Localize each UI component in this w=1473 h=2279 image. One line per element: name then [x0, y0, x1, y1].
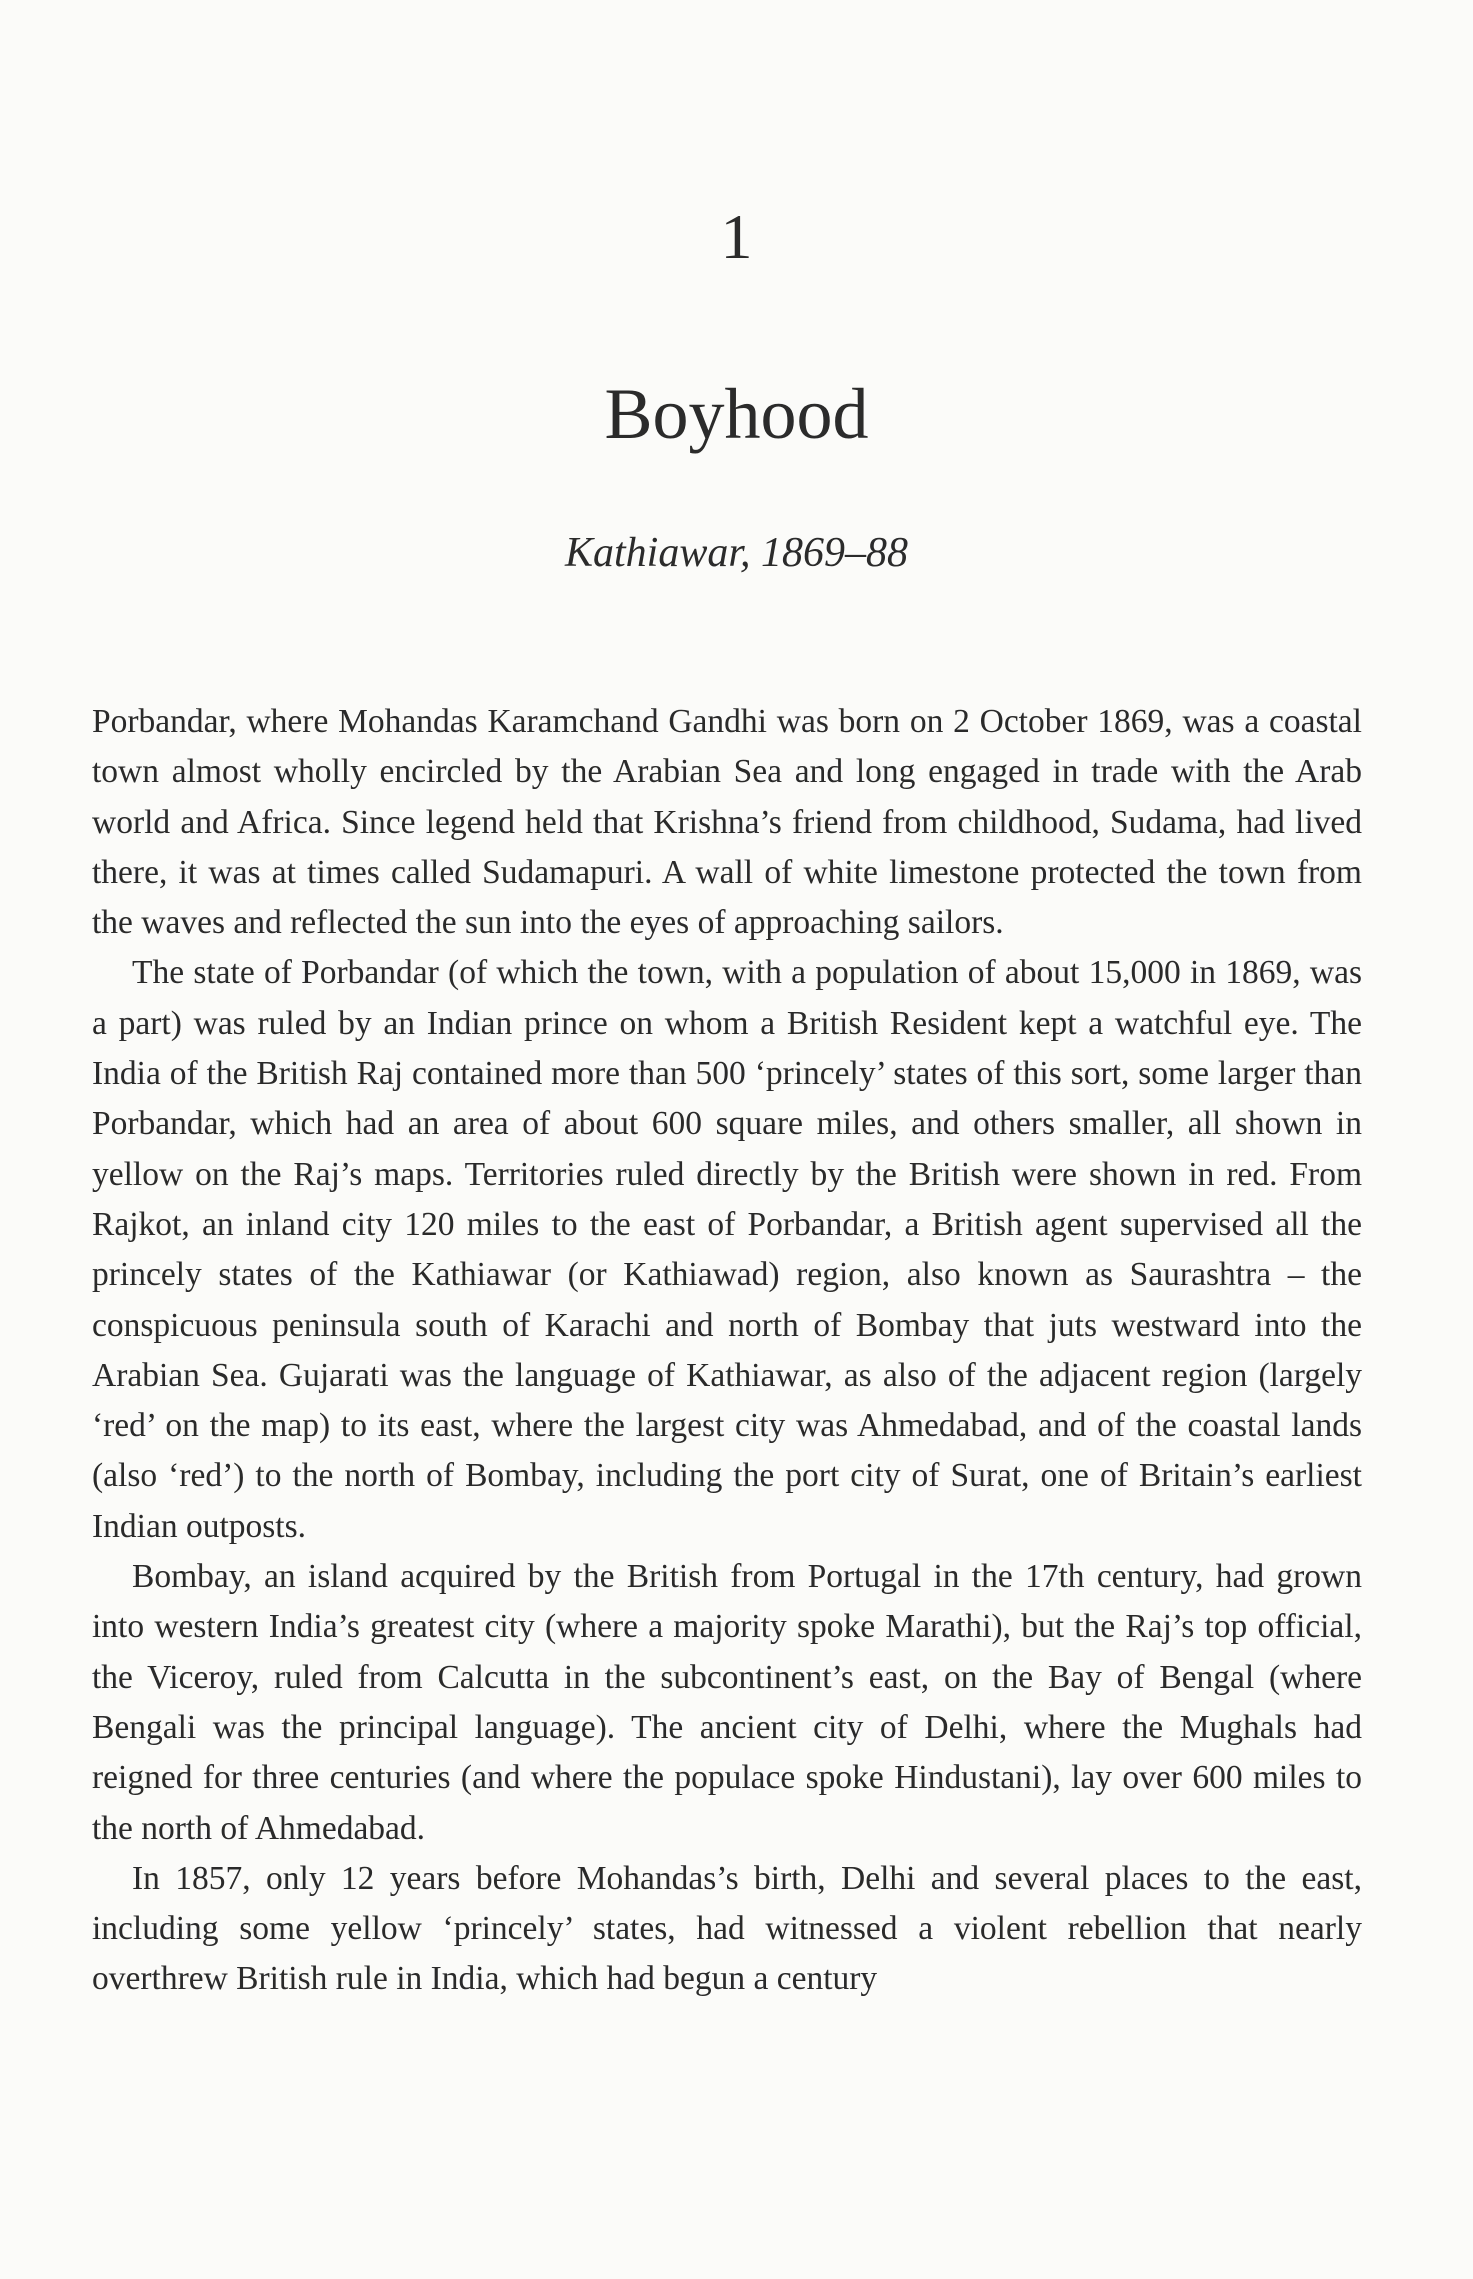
chapter-subtitle: Kathiawar, 1869–88 — [564, 530, 909, 576]
paragraph-1: Porbandar, where Mohandas Karamchand Gandhi was born on 2 October 1869, was a coastal town almost wholly encircled by the Arabian Sea and long engaged in trade with the Arab world and Africa. Since legend held that Krishna’s friend from childhood, Sudama, had lived there, it was at times called Sudamapuri. A wall of white limestone protected the town from the waves and reflected the sun into the eyes of approaching sailors. — [92, 703, 1362, 942]
chapter-number: 1 — [720, 201, 753, 272]
paragraph-2: The state of Porbandar (of which the town, with a population of about 15,000 in 1869, was a part) was ruled by an Indian prince on whom a British Resident kept a watchful eye. The India of the British Raj contained more than 500 ‘princely’ states of this sort, some larger than Porbandar, which had an area of about 600 square miles, and others smaller, all shown in yellow on the Raj’s maps. Territories ruled directly by the British were shown in red. From Rajkot, an inland city 120 miles to the east of Porbandar, a British agent supervised all the princely states of the Kathiawar (or Kathiawad) region, also known as Saurashtra – the conspicuous peninsula south of Karachi and north of Bombay that juts westward into the Arabian Sea. Gujarati was the language of Kathiawar, as also of the adjacent region (largely ‘red’ on the map) to its east, where the largest city was Ahmedabad, and of the coastal lands (also ‘red’) to the north of Bombay, including the port city of Surat, one of Britain’s earliest Indian outposts. — [92, 954, 1362, 1545]
chapter-title: Boyhood — [604, 374, 869, 454]
paragraph-3: Bombay, an island acquired by the British from Portugal in the 17th century, had grown into western India’s greatest city (where a majority spoke Marathi), but the Raj’s top official, the Viceroy, ruled from Calcutta in the subcontinent’s east, on the Bay of Bengal (where Bengali was the principal language). The ancient city of Delhi, where the Mughals had reigned for three centuries (and where the populace spoke Hindustani), lay over 600 miles to the north of Ahmedabad. — [92, 1558, 1362, 1847]
paragraph-4: In 1857, only 12 years before Mohandas’s birth, Delhi and several places to the east, including some yellow ‘princely’ states, had witnessed a violent rebellion that nearly overthrew British rule in India, which had begun a century — [92, 1859, 1362, 1998]
body-text — [92, 697, 1362, 2005]
